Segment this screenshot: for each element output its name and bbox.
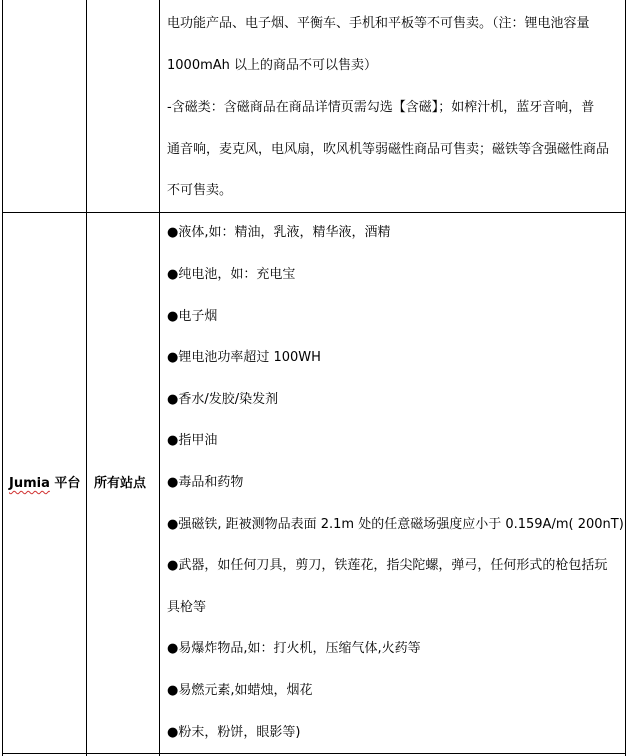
list-item: ●液体,如：精油，乳液，精华液，酒精: [167, 225, 391, 240]
list-item: ●香水/发胶/染发剂: [167, 392, 279, 407]
list-item: ●指甲油: [167, 433, 218, 448]
list-item: ●毒品和药物: [167, 475, 244, 490]
list-item: ●强磁铁, 距被测物品表面 2.1m 处的任意磁场强度应小于 0.159A/m( 200nT): [167, 517, 624, 532]
list-item: ●武器，如任何刀具，剪刀，铁莲花，指尖陀螺，弹弓，任何形式的枪包括玩: [167, 558, 608, 573]
table-border-left: [2, 0, 3, 756]
platform-name: Jumia: [9, 476, 50, 491]
text-line: 1000mAh 以上的商品不可以售卖）: [167, 58, 378, 73]
table-row-divider: [2, 212, 626, 213]
platform-name-cell: [9, 474, 80, 494]
list-item: 具枪等: [167, 600, 207, 615]
list-item: ●易爆炸物品,如：打火机，压缩气体,火药等: [167, 641, 421, 656]
text-line: 电功能产品、电子烟、平衡车、手机和平板等不可售卖。（注：锂电池容量: [167, 16, 590, 31]
list-item: ●纯电池，如：充电宝: [167, 267, 296, 282]
list-item: ●电子烟: [167, 309, 218, 324]
table-column-divider-1: [86, 0, 87, 756]
table-border-bottom: [2, 753, 626, 754]
list-item: ●易燃元素,如蜡烛，烟花: [167, 683, 313, 698]
text-line: 通音响，麦克风，电风扇，吹风机等弱磁性商品可售卖；磁铁等含强磁性商品: [167, 142, 610, 157]
site-cell: 所有站点: [94, 476, 147, 491]
table-column-divider-2: [159, 0, 160, 756]
list-item: ●锂电池功率超过 100WH: [167, 350, 321, 365]
text-line: -含磁类：含磁商品在商品详情页需勾选【含磁】；如榨汁机，蓝牙音响，普: [167, 100, 595, 115]
text-line: 不可售卖。: [167, 183, 233, 198]
platform-suffix: 平台: [49, 476, 81, 491]
list-item: ●粉末，粉饼，眼影等): [167, 725, 301, 740]
table-border-right: [625, 0, 626, 756]
